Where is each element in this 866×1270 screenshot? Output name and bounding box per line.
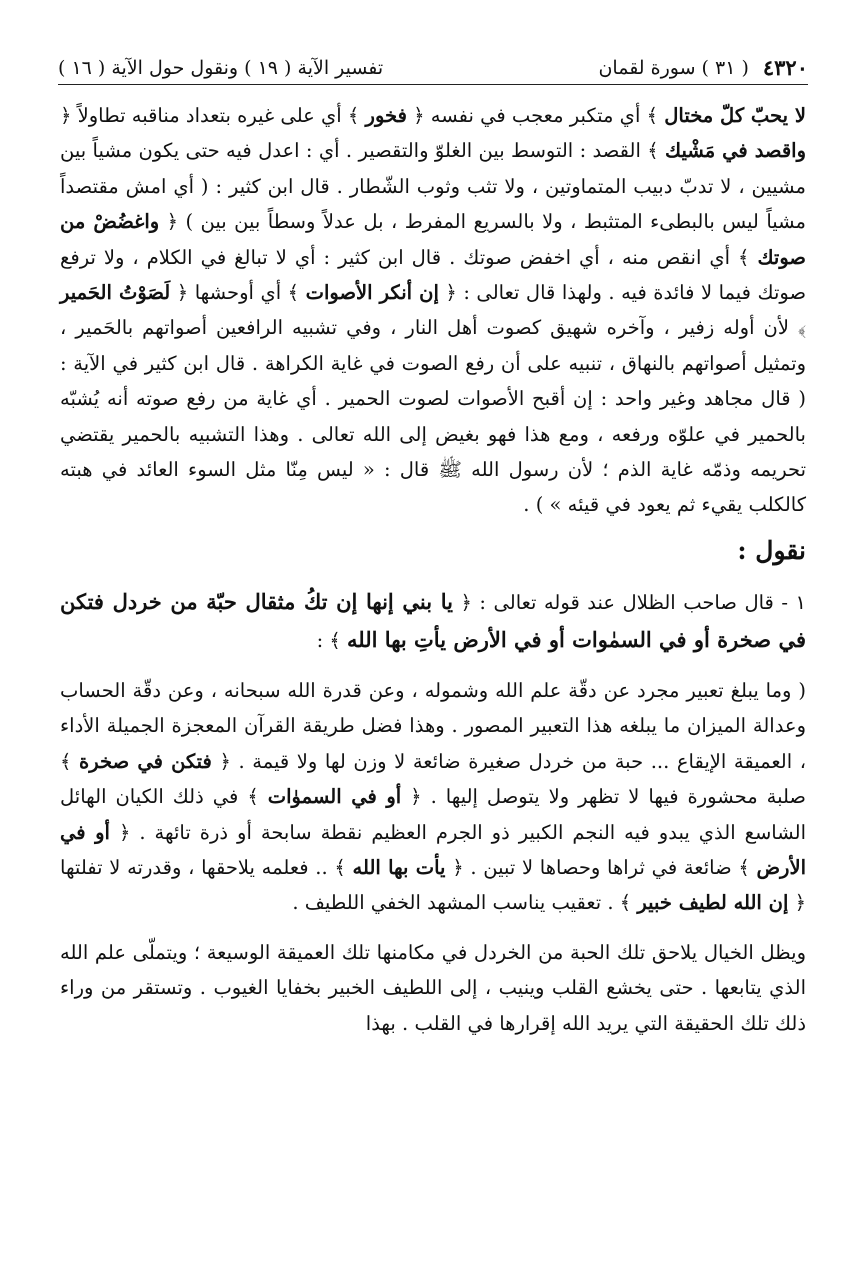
text-run: ﴾ أي انقص منه ، أي اخفض صوتك . قال ابن كثير : أي لا تبالغ في الكلام ، ولا ترفع صوتك فيما لا فائدة فيه . ولهذا قال تعالى : ﴿	[60, 245, 807, 305]
verse-fragment: لَصَوْتُ الحَمير	[60, 281, 171, 305]
paragraph-commentary	[60, 98, 806, 523]
text-run: ﴾ :	[316, 628, 348, 652]
verse-fragment: يا بني إنها إن تكُ مثقال حبّة من خردل فتكن في صخرة أو في السمٰوات أو في الأرض يأتِ بها الله	[60, 588, 806, 652]
text-run: ﴾ أي أوحشها ﴿	[170, 281, 306, 305]
page-number: ٤٣٢٠	[762, 54, 808, 80]
section-heading: نقول :	[737, 535, 806, 565]
page-body	[60, 98, 806, 1041]
verse-fragment: يأت بها الله	[352, 855, 446, 879]
verse-fragment: واقصد في مَشْيك	[665, 139, 806, 163]
header-divider	[58, 84, 808, 85]
text-run: ﴾ القصد : التوسط بين الغلوّ والتقصير . أي : اعدل فيه حتى يكون مشياً بين مشيين ، لا تدبّ دبيب المتماوتين ، ولا تثب وثوب الشّطار . قال ابن كثير : ( أي امش مقتصداً مشياً ليس بالبطىء المتثبط ، ولا بالسريع المفرط ، بل عدلاً وسطاً بين بين ) ﴿	[60, 139, 806, 234]
text-run: ﴾ في ذلك الكيان الهائل الشاسع الذي يبدو فيه النجم الكبير ذو الجرم العظيم نقطة سابحة أو ذرة تائهة . ﴿	[60, 785, 807, 844]
verse-fragment: إن الله لطيف خبير	[637, 891, 789, 915]
verse-fragment: واغضُضْ من صوتك	[60, 210, 806, 269]
text-run: ( وما يبلغ تعبير مجرد عن دقّة علم الله وشموله ، وعن قدرة الله سبحانه ، وعن دقّة الحساب وعدالة الميزان ما يبلغه هذا التعبير المصور . وهذا فضل طريقة القرآن المعجزة الجميلة الأداء ، العميقة الإيقاع ... حبة من خردل صغيرة ضائعة لا وزن لها ولا قيمة . ﴿	[60, 678, 807, 773]
verse-fragment: فتكن في صخرة	[79, 749, 212, 773]
text-run: ﴾ . تعقيب يناسب المشهد الخفي اللطيف .	[292, 891, 638, 915]
header-right-group	[598, 55, 808, 80]
text-run: ﴾ صلبة محشورة فيها لا تظهر ولا يتوصل إليها . ﴿	[60, 749, 806, 809]
text-run: ﴾ أي على غيره بتعداد مناقبه تطاولاً ﴿	[60, 104, 366, 127]
verse-fragment: أو في السموٰات	[267, 785, 402, 809]
verse-fragment: لا يحبّ كلّ مختال	[664, 104, 806, 127]
text-run: ﴾ ضائعة في ثراها وحصاها لا تبين . ﴿	[445, 855, 757, 879]
text-run: ﴾ .. فعلمه يلاحقها ، وقدرته لا تفلتها ﴿	[60, 855, 806, 915]
verse-fragment: إن أنكر الأصوات	[305, 281, 439, 305]
verse-fragment: أو في الأرض	[60, 820, 807, 879]
text-run: ﴾ لأن أوله زفير ، وآخره شهيق كصوت أهل النار ، وفي تشبيه الرافعين أصواتهم بالحَمير ، وتمثيل أصواتهم بالنهاق ، تنبيه على أن رفع الصوت في غاية الكراهة . قال ابن كثير في الآية : ( قال مجاهد وغير واحد : إن أقبح الأصوات لصوت الحمير . أي غاية من رفع صوته أنه يُشبّه بالحمير في علوّه ورفعه ، ومع هذا فهو بغيض إلى الله تعالى . وهذا التشبيه بالحمير يقتضي تحريمه وذمّه غاية الذم ؛ لأن رسول الله ﷺ قال : « ليس مِنّا مثل السوء العائد في هبته كالكلب يقيء ثم يعود في قيئه » ) .	[60, 316, 806, 517]
paragraph-quotation	[60, 673, 806, 921]
text-run: ١ - قال صاحب الظلال عند قوله تعالى : ﴿	[452, 590, 806, 614]
surah-name: ( ٣١ ) سورة لقمان	[598, 57, 749, 80]
section-title: تفسير الآية ( ١٩ ) ونقول حول الآية ( ١٦ )	[58, 57, 384, 80]
paragraph-continuation: ويظل الخيال يلاحق تلك الحبة من الخردل في مكامنها تلك العميقة الوسيعة ؛ ويتملّى علم الله الذي يتابعها . حتى يخشع القلب وينيب ، إلى اللطيف الخبير بخفايا الغيوب . وتستقر من وراء ذلك تلك الحقيقة التي يريد الله إقرارها في القلب . بهذا	[60, 940, 806, 1035]
paragraph-numbered-note	[60, 583, 806, 659]
verse-fragment: فخور	[365, 104, 407, 127]
text-run: ﴾ أي متكبر معجب في نفسه ﴿	[406, 104, 665, 127]
running-header	[58, 44, 808, 80]
